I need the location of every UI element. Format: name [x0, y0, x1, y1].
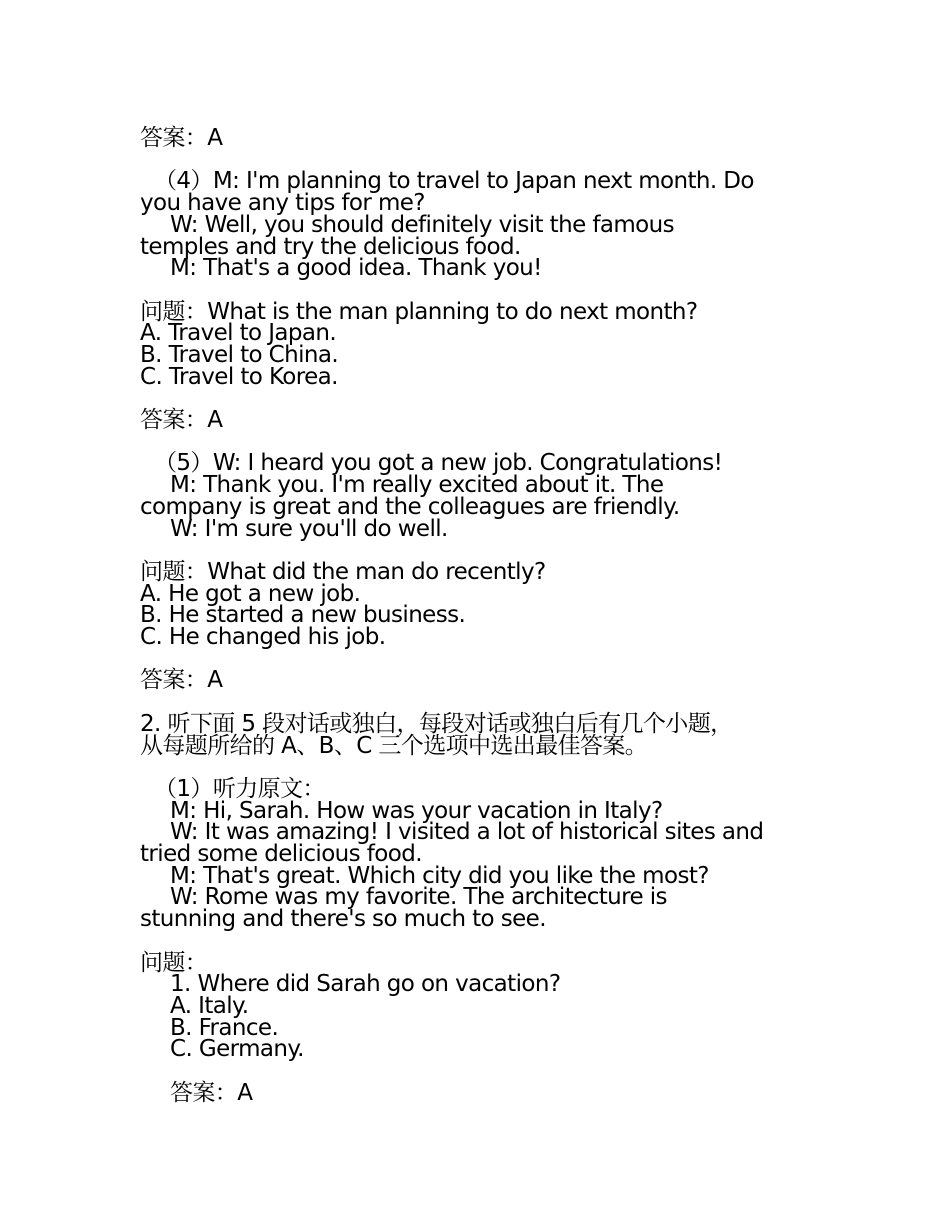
text-line: temples and try the delicious food. [140, 233, 521, 260]
text-line: B. Travel to China. [140, 342, 339, 368]
text-line: M: That's great. Which city did you like the most? [170, 862, 709, 889]
text-line: W: Well, you should definitely visit the famous [170, 211, 674, 238]
blank-line [140, 649, 820, 671]
text-line: 答案：A [140, 667, 223, 694]
text-line: M: Thank you. I'm really excited about it. The [170, 472, 664, 499]
text-line: A. Travel to Japan. [140, 320, 337, 347]
text-line: （5）W: I heard you got a new job. Congratulations! [154, 450, 723, 477]
text-line: C. Travel to Korea. [140, 363, 338, 390]
text-line: tried some delicious food. [140, 841, 422, 868]
text-line: W: I'm sure you'll do well. [170, 515, 448, 542]
text-line: you have any tips for me? [140, 190, 425, 217]
text-line: （1）听力原文： [154, 775, 325, 802]
text-line: 1. Where did Sarah go on vacation? [170, 971, 561, 998]
text-line: M: That's a good idea. Thank you! [170, 255, 542, 282]
text-line: （4）M: I'm planning to travel to Japan next month. Do [154, 168, 754, 195]
text-line: 问题： [140, 949, 208, 976]
text-line: B. He started a new business. [140, 602, 466, 629]
text-line: W: It was amazing! I visited a lot of historical sites and [170, 819, 764, 846]
text-line: 答案：A [140, 407, 223, 434]
text-line: company is great and the colleagues are friendly. [140, 493, 680, 520]
text-line: 答案：A [140, 125, 223, 151]
text-line: C. He changed his job. [140, 624, 386, 651]
text-line: M: Hi, Sarah. How was your vacation in Italy? [170, 797, 663, 824]
blank-line [140, 388, 820, 410]
text-line: 2. 听下面 5 段对话或独白，每段对话或独白后有几个小题， [140, 710, 733, 737]
text-line: 问题：What did the man do recently? [140, 558, 546, 585]
text-line: 从每题所给的 A、B、C 三个选项中选出最佳答案。 [140, 732, 648, 759]
text-line: stunning and there's so much to see. [140, 906, 546, 933]
text-line: A. He got a new job. [140, 580, 361, 607]
text-line: W: Rome was my favorite. The architecture is [170, 884, 667, 911]
text-line: A. Italy. [170, 992, 249, 1019]
document-body [140, 125, 820, 1106]
blank-line [140, 931, 820, 953]
text-line: 答案：A [170, 1079, 253, 1106]
text-line: 问题：What is the man planning to do next month? [140, 298, 698, 325]
text-line: B. France. [170, 1014, 279, 1041]
text-line: C. Germany. [170, 1036, 304, 1063]
